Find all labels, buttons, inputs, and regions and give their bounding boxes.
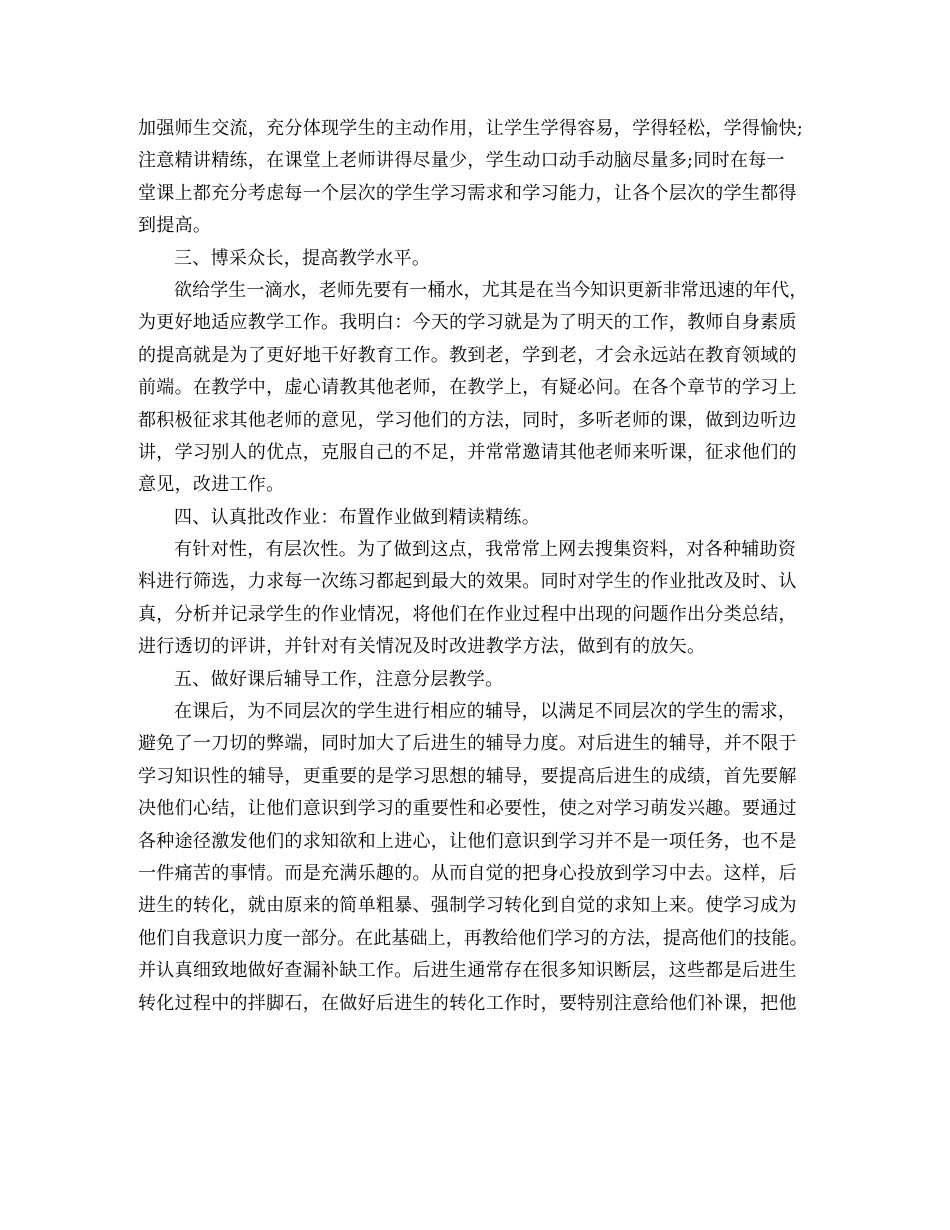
text-line: 在课后，为不同层次的学生进行相应的辅导，以满足不同层次的学生的需求， xyxy=(174,701,797,723)
text-line: 真，分析并记录学生的作业情况，将他们在作业过程中出现的问题作出分类总结， xyxy=(138,603,797,625)
text-line: 四、认真批改作业：布置作业做到精读精练。 xyxy=(174,506,540,528)
text-line: 一件痛苦的事情。而是充满乐趣的。从而自觉的把身心投放到学习中去。这样，后 xyxy=(138,862,797,884)
text-line: 有针对性，有层次性。为了做到这点，我常常上网去搜集资料，对各种辅助资 xyxy=(174,539,797,561)
text-line: 各种途径激发他们的求知欲和上进心，让他们意识到学习并不是一项任务，也不是 xyxy=(138,830,797,852)
text-line: 前端。在教学中，虚心请教其他老师，在教学上，有疑必问。在各个章节的学习上 xyxy=(138,377,797,399)
text-line: 进行透切的评讲，并针对有关情况及时改进教学方法，做到有的放矢。 xyxy=(138,636,706,658)
text-line: 加强师生交流，充分体现学生的主动作用，让学生学得容易，学得轻松，学得愉快; xyxy=(138,118,804,139)
text-line: 堂课上都充分考虑每一个层次的学生学习需求和学习能力，让各个层次的学生都得 xyxy=(138,182,797,204)
document-body xyxy=(138,113,808,1020)
text-line: 三、博采众长，提高教学水平。 xyxy=(174,247,431,269)
text-line: 的提高就是为了更好地干好教育工作。教到老，学到老，才会永远站在教育领域的 xyxy=(138,344,797,366)
text-line: 注意精讲精练，在课堂上老师讲得尽量少，学生动口动手动脑尽量多;同时在每一 xyxy=(138,150,785,172)
text-line: 五、做好课后辅导工作，注意分层教学。 xyxy=(174,668,504,690)
text-line: 避免了一刀切的弊端，同时加大了后进生的辅导力度。对后进生的辅导，并不限于 xyxy=(138,733,797,755)
text-line: 转化过程中的拌脚石，在做好后进生的转化工作时，要特别注意给他们补课，把他 xyxy=(138,992,797,1014)
text-line: 学习知识性的辅导，更重要的是学习思想的辅导，要提高后进生的成绩，首先要解 xyxy=(138,765,797,787)
text-line: 讲，学习别人的优点，克服自己的不足，并常常邀请其他老师来听课，征求他们的 xyxy=(138,441,797,463)
text-line: 意见，改进工作。 xyxy=(138,474,285,496)
text-line: 他们自我意识力度一部分。在此基础上，再教给他们学习的方法，提高他们的技能。 xyxy=(138,927,808,949)
text-line: 进生的转化，就由原来的简单粗暴、强制学习转化到自觉的求知上来。使学习成为 xyxy=(138,895,797,917)
text-line: 并认真细致地做好查漏补缺工作。后进生通常存在很多知识断层，这些都是后进生 xyxy=(138,960,797,982)
text-line: 料进行筛选，力求每一次练习都起到最大的效果。同时对学生的作业批改及时、认 xyxy=(138,571,797,593)
text-line: 到提高。 xyxy=(138,215,212,237)
text-line: 都积极征求其他老师的意见，学习他们的方法，同时，多听老师的课，做到边听边 xyxy=(138,409,797,431)
text-line: 欲给学生一滴水，老师先要有一桶水，尤其是在当今知识更新非常迅速的年代， xyxy=(174,279,808,301)
text-line: 为更好地适应教学工作。我明白：今天的学习就是为了明天的工作，教师自身素质 xyxy=(138,312,797,334)
text-line: 决他们心结，让他们意识到学习的重要性和必要性，使之对学习萌发兴趣。要通过 xyxy=(138,798,797,820)
